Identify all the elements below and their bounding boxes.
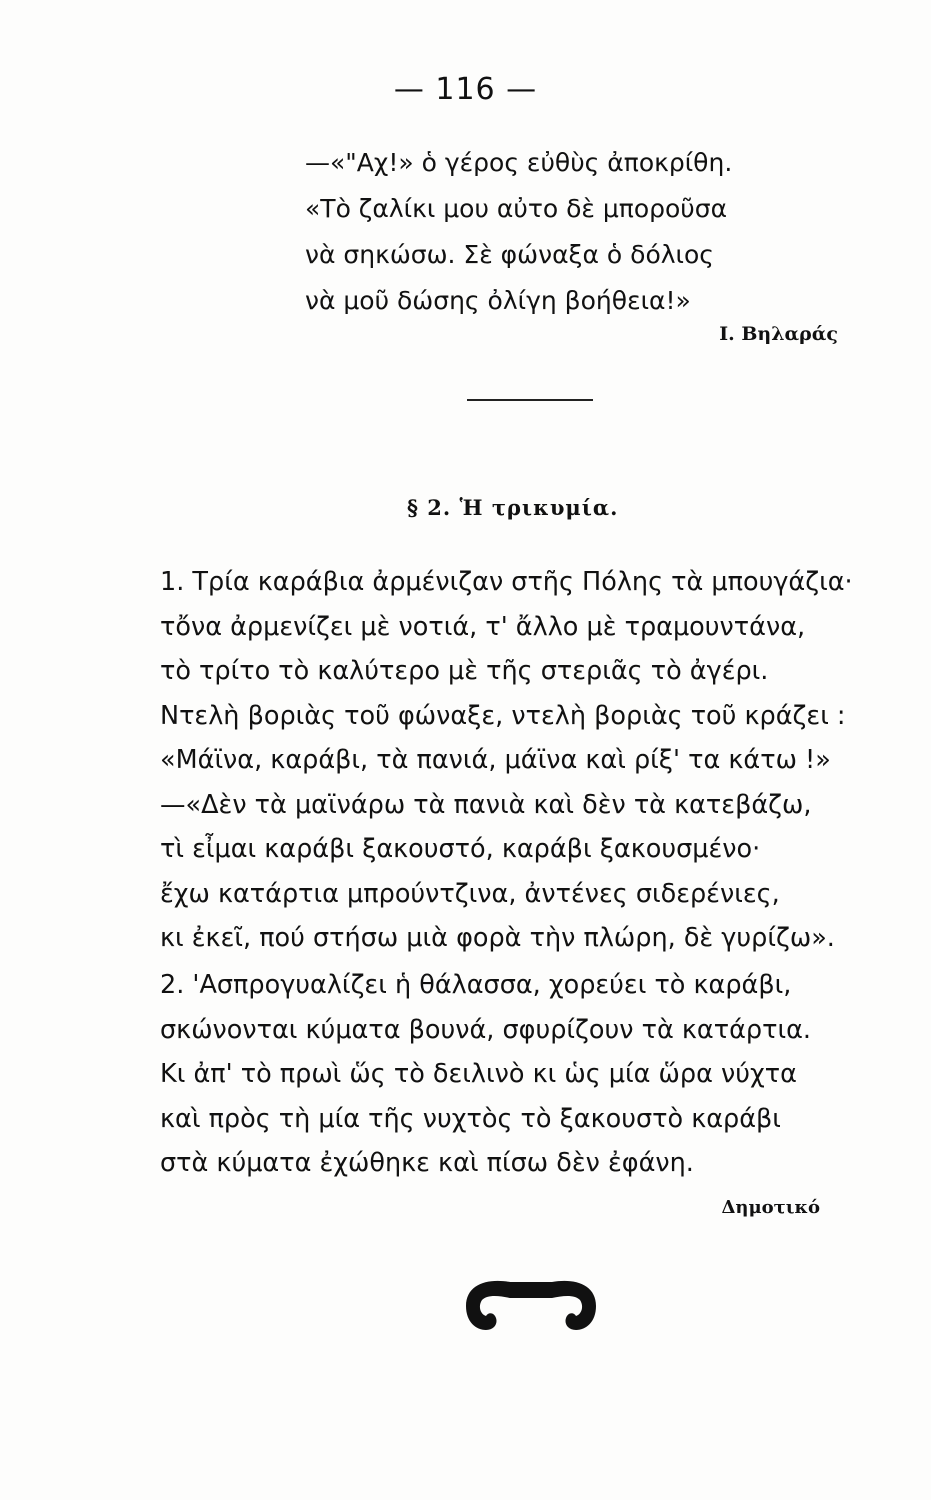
section-heading: § 2. Ἡ τρικυμία. <box>407 495 619 520</box>
stanza-2 <box>160 963 811 1186</box>
verse-line: —«Δὲν τὰ μαϊνάρω τὰ πανιὰ καὶ δὲν τὰ κατεβάζω, <box>160 789 812 820</box>
section-divider <box>467 399 593 401</box>
poem-author: Ι. Βηλαράς <box>719 323 838 345</box>
verse-line: Ντελὴ βοριὰς τοῦ φώναξε, ντελὴ βοριὰς τοῦ κράζει : <box>160 700 846 731</box>
verse-line: καὶ πρὸς τὴ μία τῆς νυχτὸς τὸ ξακουστὸ καράβι <box>160 1103 781 1134</box>
stanza-1 <box>160 560 853 961</box>
verse-line: σκώνονται κύματα βουνά, σφυρίζουν τὰ κατάρτια. <box>160 1014 811 1045</box>
verse-line: ἔχω κατάρτια μπρούντζινα, ἀντένες σιδερένιες, <box>160 878 780 909</box>
verse-line: «Τὸ ζαλίκι μου αὐτο δὲ μποροῦσα <box>305 194 728 223</box>
page-number: — 116 — <box>393 72 538 107</box>
verse-line: νὰ μοῦ δώσης ὀλίγη βοήθεια!» <box>305 286 691 315</box>
verse-line: τὄνα ἀρμενίζει μὲ νοτιά, τ' ἄλλο μὲ τραμουντάνα, <box>160 611 806 642</box>
verse-line: τὸ τρίτο τὸ καλύτερο μὲ τῆς στεριᾶς τὸ ἀγέρι. <box>160 656 769 686</box>
verse-line: —«"Αχ!» ὁ γέρος εὐθὺς ἀποκρίθη. <box>305 148 733 177</box>
verse-line: νὰ σηκώσω. Σὲ φώναξα ὁ δόλιος <box>305 240 714 269</box>
verse-line: «Μάϊνα, καράβι, τὰ πανιά, μάϊνα καὶ ρίξ' τα κάτω !» <box>160 745 831 775</box>
verse-line: 2. 'Ασπρογυαλίζει ἡ θάλασσα, χορεύει τὸ καράβι, <box>160 970 792 1000</box>
stanza-source: Δημοτικό <box>721 1197 820 1218</box>
poem-ending <box>305 140 732 324</box>
verse-line: κι ἐκεῖ, πού στήσω μιὰ φορὰ τὴν πλώρη, δὲ γυρίζω». <box>160 923 835 953</box>
typographic-ornament-icon <box>458 1270 604 1340</box>
verse-line: 1. Τρία καράβια ἀρμένιζαν στῆς Πόλης τὰ μπουγάζια· <box>160 567 853 597</box>
verse-line: τὶ εἶμαι καράβι ξακουστό, καράβι ξακουσμένο· <box>160 834 761 864</box>
verse-line: στὰ κύματα ἐχώθηκε καὶ πίσω δὲν ἐφάνη. <box>160 1148 694 1178</box>
verse-line: Κι ἀπ' τὸ πρωὶ ὥς τὸ δειλινὸ κι ὡς μία ὥρα νύχτα <box>160 1059 797 1089</box>
